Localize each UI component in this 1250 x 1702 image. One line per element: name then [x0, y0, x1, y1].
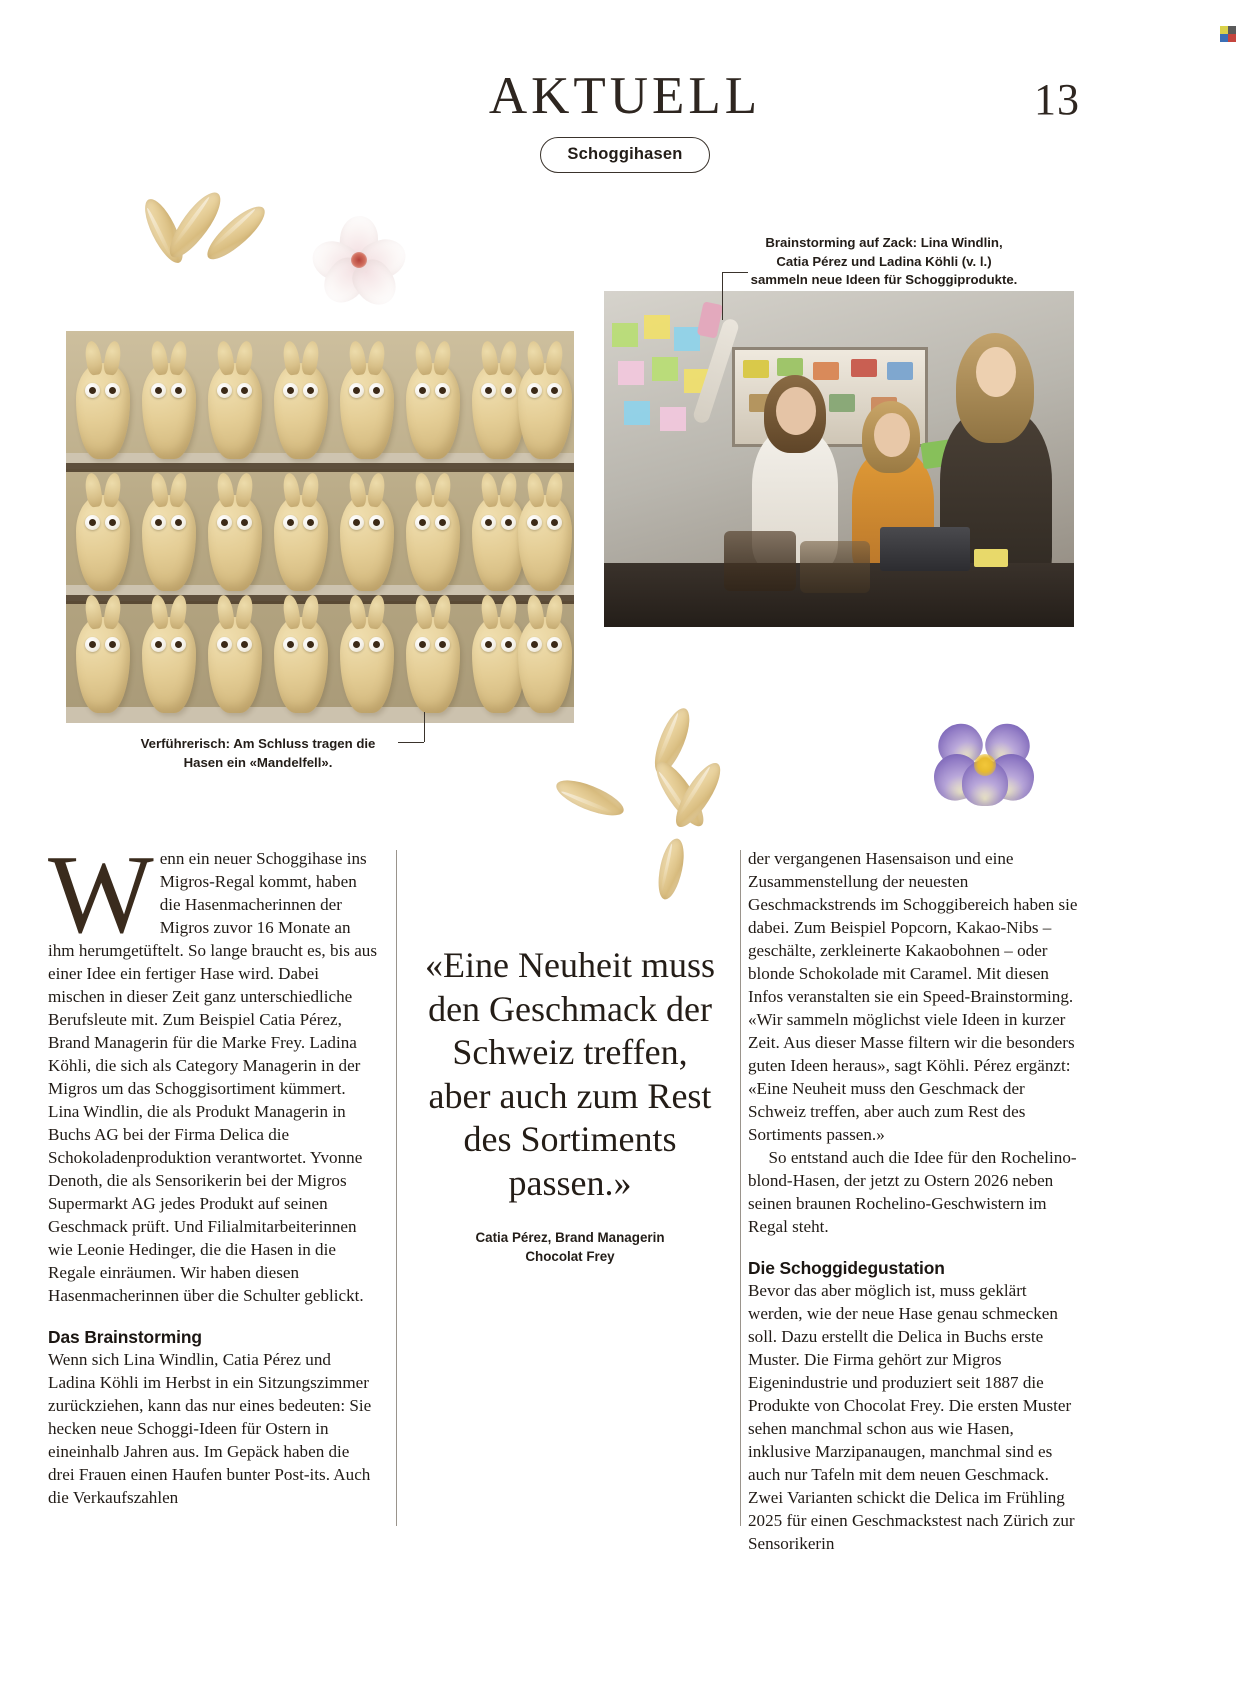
- caption-leader-line: [424, 712, 425, 742]
- column-left: [48, 833, 378, 1510]
- sticky-note: [974, 549, 1008, 567]
- person-head: [874, 413, 910, 457]
- paragraph: So entstand auch die Idee für den Rochelino-blond-Hasen, der jetzt zu Ostern 2026 neben seinen braunen Rochelino-Geschwistern im Regal steht.: [748, 1147, 1077, 1236]
- pull-quote-attribution: [420, 1229, 720, 1266]
- pansy-flower-decoration: [934, 716, 1036, 810]
- almond-decoration: [552, 773, 628, 822]
- article-body: [48, 833, 1088, 1553]
- photo-chocolate-bunnies: [66, 331, 574, 723]
- subhead-degustation: Die Schoggidegustation: [748, 1257, 945, 1278]
- pull-quote: «Eine Neuheit muss den Geschmack der Schweiz treffen, aber auch zum Rest des Sortiments passen.»: [425, 945, 715, 1203]
- lead-paragraph: [48, 833, 378, 1308]
- person-head: [776, 387, 816, 435]
- column-right: [748, 848, 1078, 1556]
- drop-cap: W: [48, 833, 154, 957]
- product-bag: [724, 531, 796, 591]
- column-rule: [740, 850, 741, 1526]
- column-rule: [396, 850, 397, 1526]
- product-bag: [800, 541, 870, 593]
- attribution-company: Chocolat Frey: [525, 1248, 615, 1264]
- column-middle: [420, 848, 720, 1266]
- caption-bunnies-photo: Verführerisch: Am Schluss tragen die Hasen ein «Mandelfell».: [140, 736, 376, 770]
- caption-team-photo: Brainstorming auf Zack: Lina Windlin, Catia Pérez und Ladina Köhli (v. l.) sammeln neue Ideen für Schoggiprodukte.: [750, 235, 1018, 288]
- paragraph: Wenn sich Lina Windlin, Catia Pérez und Ladina Köhli im Herbst in ein Sitzungszimmer zurückziehen, kann das nur eines bedeuten: Sie hecken neue Schoggi-Ideen für Ostern in eineinhalb Jahren aus. Im Gepäck haben die drei Frauen einen Haufen bunter Post-its. Auch die Verkaufszahlen: [48, 1349, 372, 1507]
- photo-brainstorming-team: [604, 291, 1074, 627]
- attribution-name-role: Catia Pérez, Brand Managerin: [475, 1230, 665, 1246]
- section-kicker: AKTUELL: [488, 67, 762, 125]
- laptop: [880, 527, 970, 571]
- subhead-brainstorming: Das Brainstorming: [48, 1326, 202, 1347]
- page-number: 13: [1034, 75, 1080, 124]
- caption-leader-line: [722, 272, 748, 273]
- person-head: [976, 347, 1016, 397]
- paragraph: der vergangenen Hasensaison und eine Zusammenstellung der neuesten Geschmackstrends im Schoggibereich haben sie dabei. Zum Beispiel Popcorn, Kakao-Nibs – geschälte, zerkleinerte Kakaobohnen – oder blonde Schokolade mit Caramel. Mit diesen Infos veranstalten sie ein Speed-Brainstorming. «Wir sammeln möglichst viele Ideen in kurzer Zeit. Aus dieser Masse filtern wir die besonders guten Ideen heraus», sagt Köhli. Pérez ergänzt: «Eine Neuheit muss den Geschmack der Schweiz treffen, aber auch zum Rest des Sortiments passen.»: [748, 849, 1078, 1144]
- cherry-blossom-decoration: [316, 216, 402, 304]
- registration-mark-icon: [1220, 26, 1236, 42]
- topic-badge: Schoggihasen: [540, 137, 709, 173]
- caption-leader-line: [722, 272, 723, 320]
- paragraph: Bevor das aber möglich ist, muss geklärt werden, wie der neue Hase genau schmecken soll. Dazu erstellt die Delica in Buchs erste Muster. Die Firma gehört zur Migros Eigenindustrie und produziert seit 1887 die Produkte von Chocolat Frey. Die ersten Muster sehen manchmal schon aus wie Hasen, inklusive Marzipanaugen, manchmal sind es auch nur Tafeln mit dem neuen Geschmack. Zwei Varianten schickt die Delica im Frühling 2025 für einen Geschmackstest nach Zürich zur Sensorikerin: [748, 1280, 1075, 1553]
- caption-leader-line: [398, 742, 424, 743]
- lead-paragraph-text: enn ein neuer Schoggihase ins Migros-Regal kommt, haben die Hasenmacherinnen der Migros zuvor 16 Monate an ihm herumgetüftelt. So lange braucht es, bis aus einer Idee ein fertiger Hase wird. Dabei mischen in dieser Zeit ganz unterschiedliche Berufsleute mit. Zum Beispiel Catia Pérez, Brand Managerin für die Marke Frey. Ladina Köhli, die sich als Category Managerin in der Migros um das Schoggisortiment kümmert. Lina Windlin, die als Produkt Managerin in Buchs AG bei der Firma Delica die Schokoladenproduktion verantwortet. Yvonne Denoth, die als Sensorikerin bei der Migros Supermarkt AG jedes Produkt auf seinen Geschmack prüft. Und Filialmitarbeiterinnen wie Leonie Hedinger, die die Hasen in die Regale einräumen. Wir haben diesen Hasenmacherinnen über die Schulter geblickt.: [48, 849, 377, 1305]
